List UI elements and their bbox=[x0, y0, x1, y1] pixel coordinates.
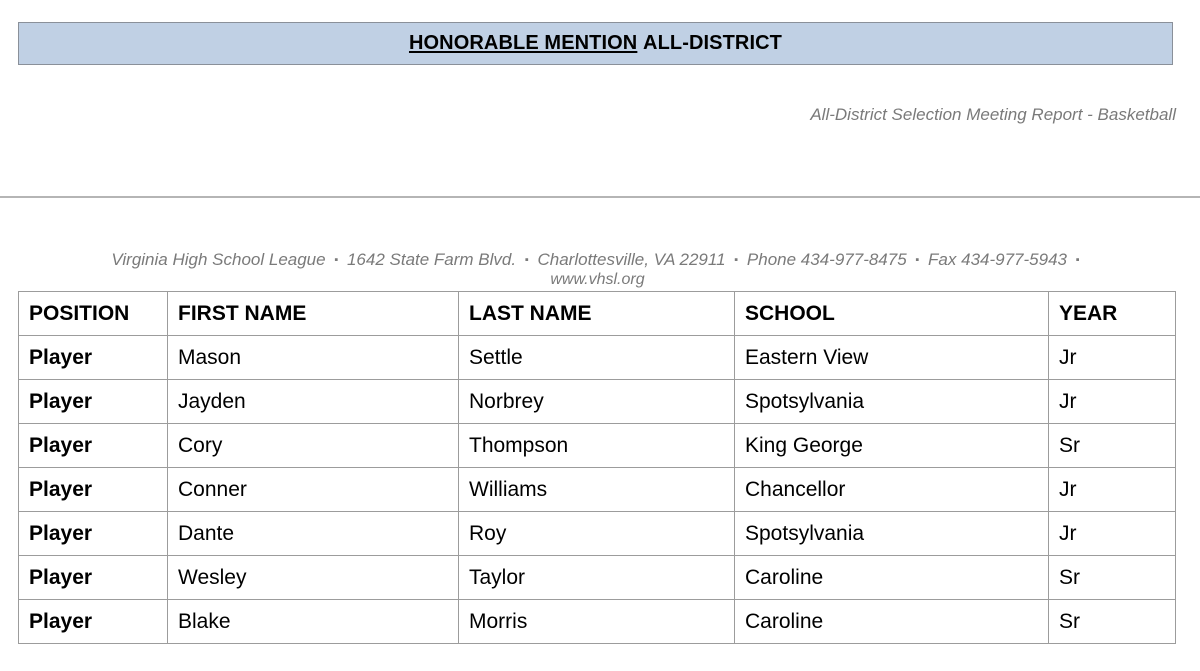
footer-fax: Fax 434-977-5943 bbox=[928, 250, 1067, 269]
cell-last-name: Settle bbox=[459, 336, 735, 380]
cell-year: Jr bbox=[1049, 512, 1176, 556]
table-row bbox=[19, 424, 1176, 468]
page-divider bbox=[0, 196, 1200, 198]
cell-school: Caroline bbox=[735, 556, 1049, 600]
cell-first-name: Mason bbox=[168, 336, 459, 380]
cell-position: Player bbox=[19, 336, 168, 380]
cell-last-name: Roy bbox=[459, 512, 735, 556]
cell-position: Player bbox=[19, 556, 168, 600]
cell-position: Player bbox=[19, 468, 168, 512]
footer-url: www.vhsl.org bbox=[550, 271, 645, 288]
separator-icon: ▪ bbox=[1075, 254, 1080, 266]
cell-first-name: Conner bbox=[168, 468, 459, 512]
cell-first-name: Jayden bbox=[168, 380, 459, 424]
cell-position: Player bbox=[19, 380, 168, 424]
cell-school: Eastern View bbox=[735, 336, 1049, 380]
table-row bbox=[19, 380, 1176, 424]
cell-position: Player bbox=[19, 424, 168, 468]
footer-phone: Phone 434-977-8475 bbox=[746, 250, 907, 269]
cell-year: Sr bbox=[1049, 556, 1176, 600]
separator-icon: ▪ bbox=[915, 254, 920, 266]
table-row bbox=[19, 468, 1176, 512]
separator-icon: ▪ bbox=[734, 254, 739, 266]
cell-school: Spotsylvania bbox=[735, 512, 1049, 556]
column-header-position: POSITION bbox=[19, 292, 168, 336]
cell-last-name: Taylor bbox=[459, 556, 735, 600]
cell-last-name: Williams bbox=[459, 468, 735, 512]
cell-position: Player bbox=[19, 512, 168, 556]
title-banner bbox=[18, 22, 1173, 65]
cell-last-name: Morris bbox=[459, 600, 735, 644]
separator-icon: ▪ bbox=[524, 254, 529, 266]
table-row bbox=[19, 600, 1176, 644]
cell-year: Jr bbox=[1049, 336, 1176, 380]
column-header-year: YEAR bbox=[1049, 292, 1176, 336]
cell-last-name: Norbrey bbox=[459, 380, 735, 424]
cell-first-name: Blake bbox=[168, 600, 459, 644]
cell-school: Spotsylvania bbox=[735, 380, 1049, 424]
cell-school: Chancellor bbox=[735, 468, 1049, 512]
cell-school: King George bbox=[735, 424, 1049, 468]
table-row bbox=[19, 512, 1176, 556]
report-header: All-District Selection Meeting Report - Basketball bbox=[810, 105, 1176, 124]
cell-position: Player bbox=[19, 600, 168, 644]
cell-year: Jr bbox=[1049, 380, 1176, 424]
cell-year: Sr bbox=[1049, 424, 1176, 468]
footer-address: 1642 State Farm Blvd. bbox=[346, 250, 517, 269]
cell-school: Caroline bbox=[735, 600, 1049, 644]
column-header-last-name: LAST NAME bbox=[459, 292, 735, 336]
column-header-first-name: FIRST NAME bbox=[168, 292, 459, 336]
cell-year: Sr bbox=[1049, 600, 1176, 644]
footer-org: Virginia High School League bbox=[111, 250, 326, 269]
title-rest: ALL-DISTRICT bbox=[643, 32, 782, 54]
cell-first-name: Wesley bbox=[168, 556, 459, 600]
table-header-row bbox=[19, 292, 1176, 336]
cell-first-name: Dante bbox=[168, 512, 459, 556]
footer-contact-line bbox=[0, 250, 1195, 270]
title-underlined: HONORABLE MENTION bbox=[408, 32, 638, 54]
cell-first-name: Cory bbox=[168, 424, 459, 468]
column-header-school: SCHOOL bbox=[735, 292, 1049, 336]
table-row bbox=[19, 336, 1176, 380]
separator-icon: ▪ bbox=[334, 254, 339, 266]
footer-city: Charlottesville, VA 22911 bbox=[537, 250, 726, 269]
cell-year: Jr bbox=[1049, 468, 1176, 512]
table-row bbox=[19, 556, 1176, 600]
honorable-mention-table bbox=[18, 291, 1176, 644]
cell-last-name: Thompson bbox=[459, 424, 735, 468]
